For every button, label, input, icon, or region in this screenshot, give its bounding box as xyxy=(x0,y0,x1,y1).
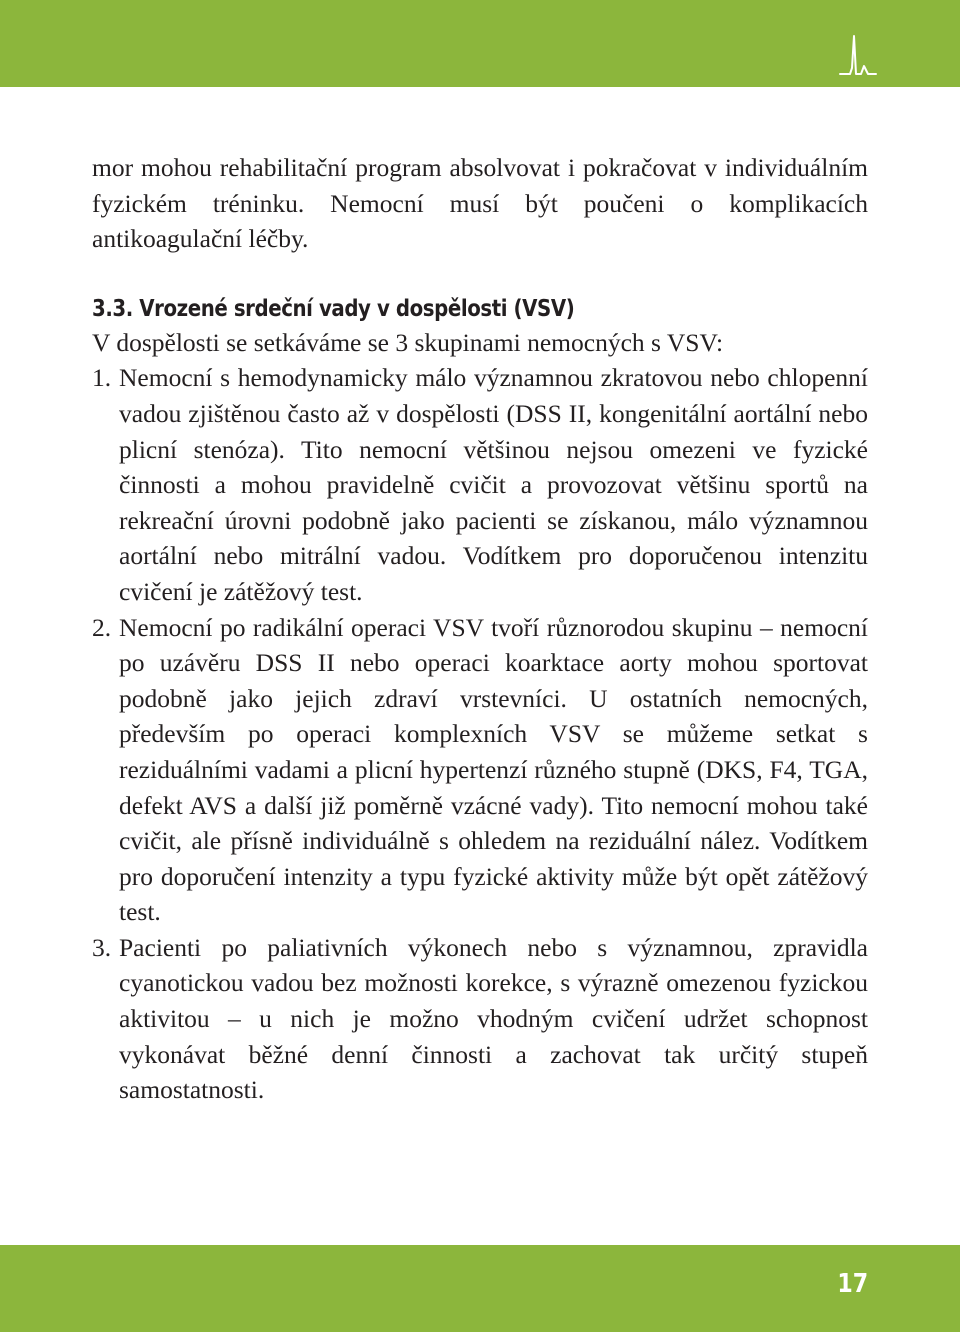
footer-band xyxy=(0,1245,960,1332)
list-item-text: Nemocní po radikální operaci VSV tvoří různorodou skupinu – nemocní po uzávěru DSS II nebo operaci koarktace aorty mohou sportovat podobně jako jejich zdraví vrstevníci. U ostatních nemocných, především po operaci komplexních VSV se můžeme setkat s reziduálními vadami a plicní hypertenzí různého stupně (DKS, F4, TGA, defekt AVS a další již poměrně vzácné vady). Tito nemocní mohou také cvičit, ale přísně individuálně s ohledem na reziduální nález. Vodítkem pro doporučení intenzity a typu fyzické aktivity může být opět zátěžový test. xyxy=(119,612,868,927)
list-item-number: 2. xyxy=(92,612,112,642)
list-item xyxy=(92,360,868,609)
list-item-number: 3. xyxy=(92,932,112,962)
list-item-text: Nemocní s hemodynamicky málo významnou zkratovou nebo chlopenní vadou zjištěnou často až v dospělosti (DSS II, kongenitální aortální nebo plicní stenóza). Tito nemocní většinou nejsou omezeni ve fyzické činnosti a mohou pravidelně cvičit a provozovat většinu sportů na rekreační úrovni podobně jako pacienti se získanou, málo významnou aortální nebo mitrální vadou. Vodítkem pro doporučenou intenzitu cvičení je zátěžový test. xyxy=(119,363,868,606)
header-band xyxy=(0,0,960,87)
list-item-text: Pacienti po paliativních výkonech nebo s významnou, zpravidla cyanotickou vadou bez možnosti korekce, s výrazně omezenou fyzickou aktivitou – u nich je možno vhodným cvičení udržet schopnost vykonávat běžné denní činnosti a zachovat tak určitý stupeň samostatnosti. xyxy=(119,932,868,1105)
numbered-list xyxy=(92,360,868,1107)
ecg-heartbeat-icon xyxy=(838,30,878,82)
list-item xyxy=(92,610,868,930)
section-heading: 3.3. Vrozené srdeční vady v dospělosti (VSV) xyxy=(92,295,575,322)
list-item-number: 1. xyxy=(92,363,112,393)
list-item xyxy=(92,930,868,1108)
page-content xyxy=(92,150,868,1108)
section-lead: V dospělosti se setkáváme se 3 skupinami nemocných s VSV: xyxy=(92,327,724,357)
intro-paragraph: mor mohou rehabilitační program absolvovat i pokračovat v individuálním fyzickém tréninku. Nemocní musí být poučeni o komplikacích antikoagulační léčby. xyxy=(92,153,868,254)
page-number: 17 xyxy=(837,1269,868,1299)
